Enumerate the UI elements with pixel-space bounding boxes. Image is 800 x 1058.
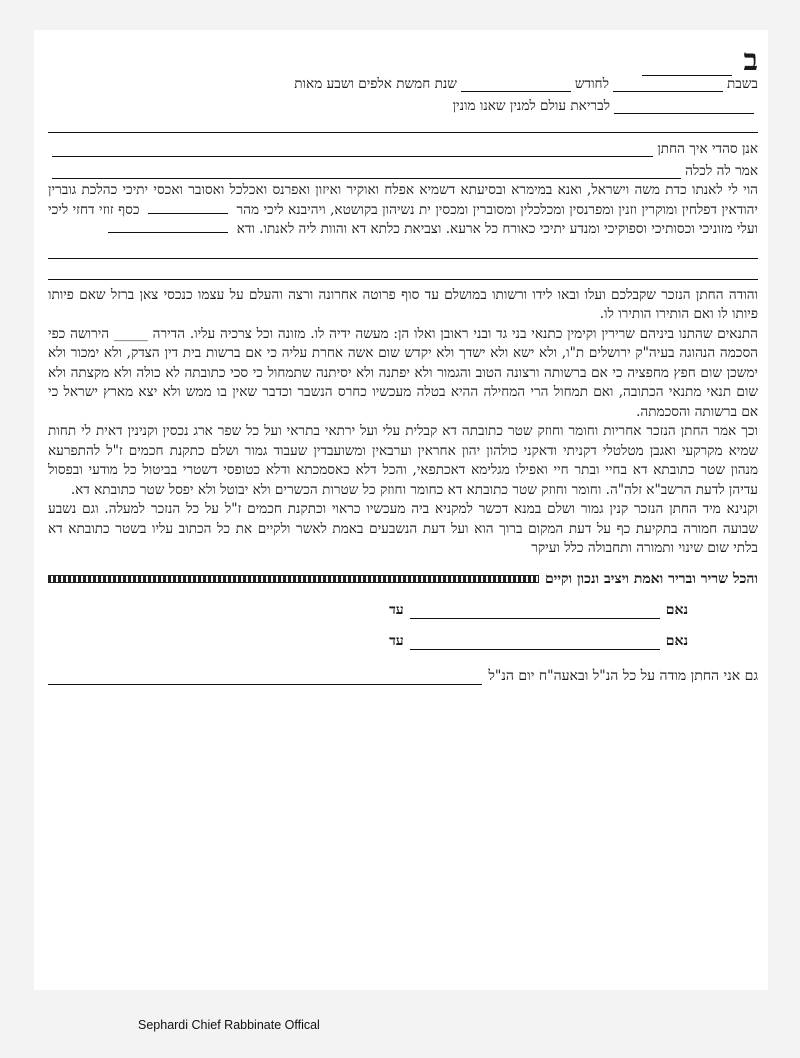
body-paragraph-1 (48, 181, 758, 240)
closing-blank (108, 220, 228, 233)
mohar-tail-text: כסף זוזי (99, 201, 140, 218)
witness-line-2 (48, 633, 758, 650)
ketubah-sheet (34, 30, 768, 990)
header-line-3 (48, 94, 758, 114)
body-paragraph-4: וכך אמר החתן הנזכר אחריות וחומר וחוזק שטר כתובתה דא קבלית עלי ועל ירתאי בתראי ועל כל שפר ארג נכסין וקנינין דאית לי תחות שמיא מקרקעי ואגבן מטלטלי דקניתי ודאקני כולהון יהון אחראין וערבאין ומשועבדין שעבוד גמור ושלם כתקנת חכמים ז"ל להתפרעא מנהון שטר כתובתא דא בחיי ובתר חיי ואפילו מגלימא דאכתפאי, והכל דלא כאסמכתא ודלא כטופסי דשטרי בביטול כל מודעי ובפסול עדיהן לדעת הרשב"א זלה"ה. וחומר וחוזק שטר כתובתא דא כחומר וחוזק כל שטרות הכשרים ולא יבוטל ולא יפסל שטר כתובתא דא. (48, 423, 759, 498)
body-paragraph-2: והודה החתן הנזכר שקבלכם ועלו ובאו לידו ורשותו במושלם עד סוף פרוטה אחרונה ורצה והעלם על עצמו כנכסי צאן ברזל שאם פיותו פיותו לו ואם הותירו הותירו לו. (48, 286, 758, 322)
bride-line (48, 159, 758, 179)
groom-name-blank (52, 144, 653, 157)
blank-line-3 (48, 263, 758, 280)
witness-line-1 (48, 602, 758, 619)
document-mark: ב (743, 43, 758, 78)
mohar-blank (148, 201, 228, 214)
witness-2-label: נאם (665, 632, 688, 649)
witness-1-blank (410, 606, 660, 619)
groom-acknowledgement-text: גם אני החתן מודה על כל הנ"ל ובאעה"ח יום הנ"ל (488, 667, 758, 684)
image-caption: Sephardi Chief Rabbinate Offical (138, 1018, 320, 1032)
witness-2-role: עד (389, 632, 404, 649)
groom-label: אנן סהדי איך החתן (657, 140, 758, 157)
closing-text: והכל שריר ובריר ואמת ויציב ונכון וקיים (544, 570, 758, 587)
groom-signature-blank (48, 672, 482, 685)
blank-line-1 (48, 116, 758, 133)
decorative-border (48, 575, 539, 583)
witness-2-blank (410, 637, 660, 650)
body-paragraph-5: וקנינא מיד החתן הנזכר קנין גמור ושלם במנא דכשר למקניא ביה מעכשיו כראוי וכתקנת חכמים ז"ל על כל הנזכר למעלה. וגם נשבע שבועה חמורה בתקיעת כף על דעת המקום ברוך הוא ועל דעת הנשבעים באמת לאשר ולקיים את כל הכתוב עליו בשטר כתובתא דא בלתי שום שינוי ותמורה ותחבולה כלל ועיקר (48, 501, 758, 556)
header-blank-1 (642, 63, 732, 76)
bride-label: אמר לה לכלה (685, 162, 758, 179)
witness-1-role: עד (389, 601, 404, 618)
header-day-blank (613, 79, 723, 92)
header-day-label: בשבת (726, 75, 758, 92)
groom-acknowledgement-line (48, 668, 758, 685)
body-paragraph-3: התנאים שהתנו ביניהם שרירין וקימין כתנאי בני גד ובני ראובן ואלו הן: מעשה ידיה לו. מזונה וכל צרכיה עליו. הדירה _____ הירושה כפי הסכמה הנהוגה בעיה"ק ירושלים ת"ו, ולא ישא ולא ישדך ולא יקדש שום אשה אחרת עליה כי אם ברשות בית דין הצדק, ולא ימכור ולא ימשכן שום חפץ מחפציה כי אם ברשותה ורצונה הטוב והגמור ולא יפתנה ולא יסיתנה שתמחול כי סכי כתובתה לא כולה ולא מקצתה ולא שום תנאי מתנאי הכתובה, ואם תמחול הרי המחילה ההיא בטלה מעכשיו כחרס הנשבר וכדבר שאין בו ממש ולא יצא מארץ ישראל כי אם ברשותה והסכמתה. (48, 325, 758, 420)
header-month-label: לחודש (574, 75, 609, 92)
header-year-blank (614, 101, 754, 114)
ketubah-text (48, 43, 759, 685)
header-count-label: לבריאת עולם למנין שאנו מונין (452, 97, 610, 114)
witness-1-label: נאם (665, 601, 688, 618)
body-paragraph-1b-text: דחזי ליכי ועלי מזוניכי וכסותיכי וספוקיכי ומנדע יתיכי כאורח כל ארעא. וצביאת כלתא דא והוות ליה לאנתו. ודא (48, 201, 758, 237)
header-month-blank (461, 79, 571, 92)
closing-line (48, 571, 758, 588)
body-paragraph-1-text: הוי לי לאנתו כדת משה וישראל, ואנא במימרא ובסיעתא דשמיא אפלח ואוקיר ואיזון ואפרנס ואכלכל ואסובר ואכסי יתיכי כהלכת גוברין יהודאין דפלחין ומוקרין וזנין ומפרנסין ומכלכלין ומסוברין ומכסין ית נשיהון בקושטא, ויהיבנא ליכי מהר (48, 182, 758, 218)
blank-line-2 (48, 242, 758, 259)
header-year-label: שנת חמשת אלפים ושבע מאות (294, 75, 457, 92)
bride-name-blank (52, 166, 681, 179)
groom-line (48, 137, 758, 157)
